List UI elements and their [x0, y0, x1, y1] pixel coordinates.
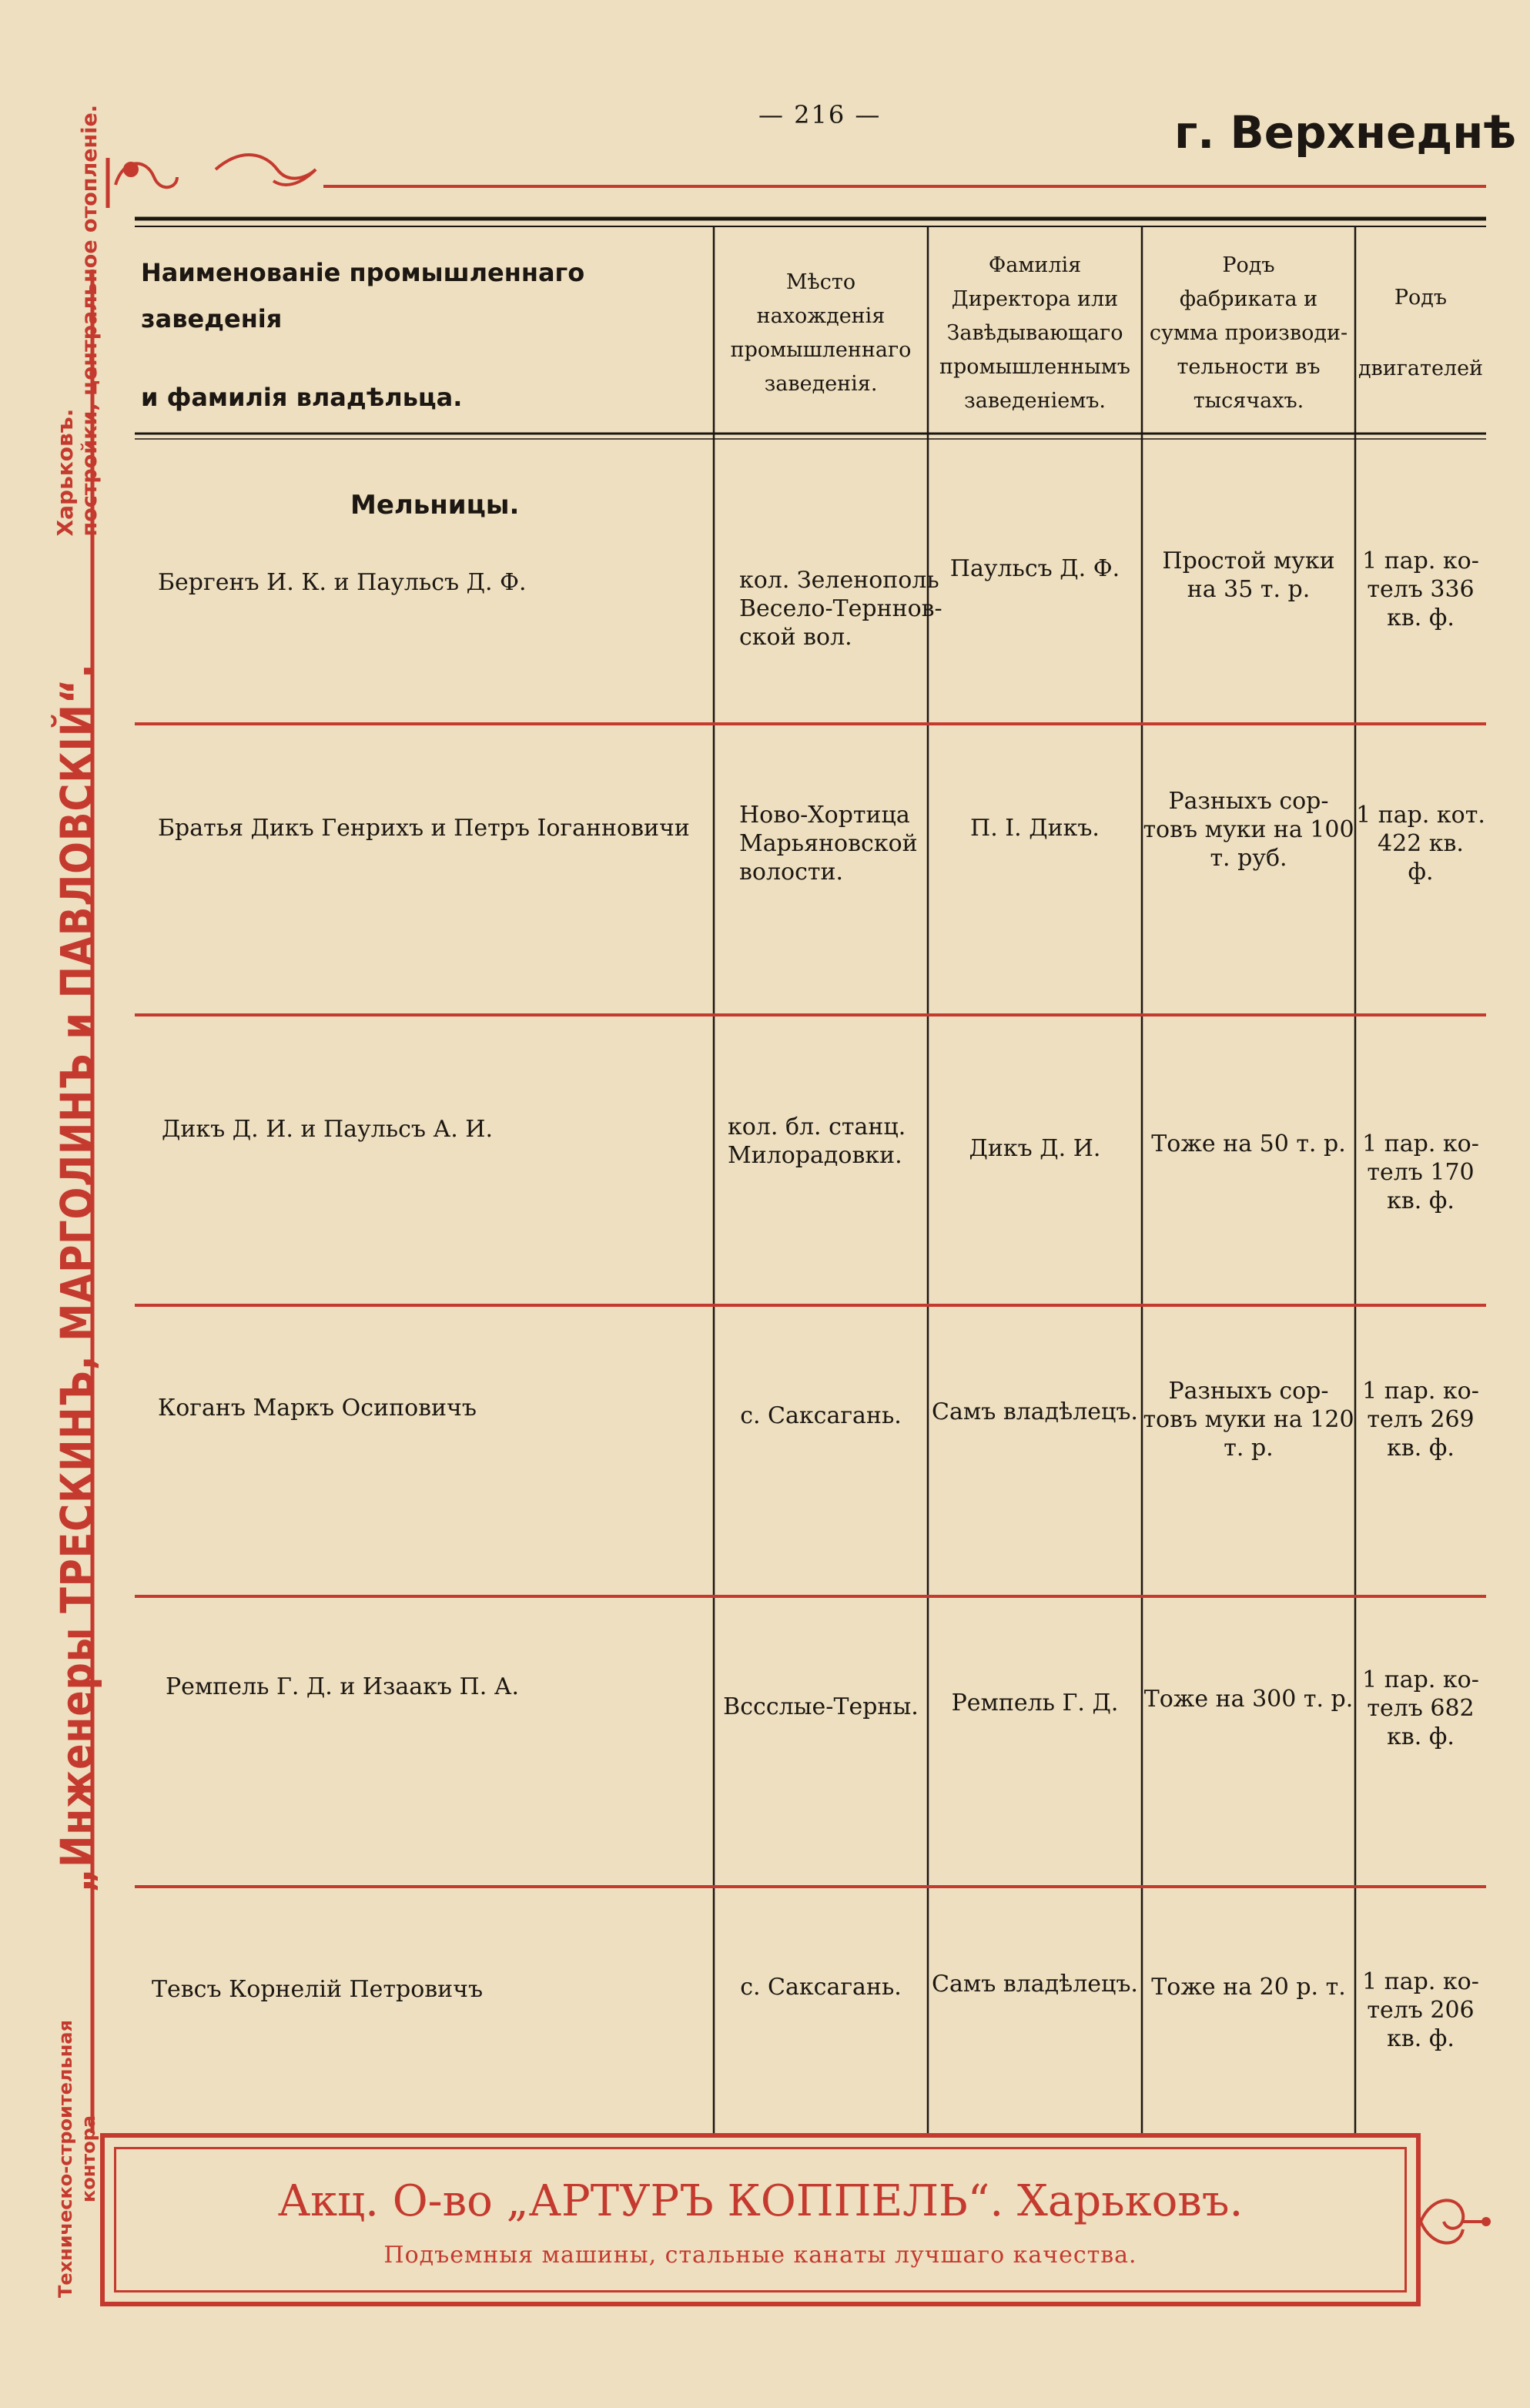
row-owner: Ремпель Г. Д. и Изаакъ П. А.	[166, 1673, 520, 1700]
header-line: Родъ	[1394, 285, 1448, 310]
row-engine	[1355, 1377, 1486, 1462]
column-header-name-line: Наименованіе промышленнаго заведенія	[141, 258, 585, 333]
row-product-line: товъ муки на 120	[1143, 1406, 1354, 1433]
sidebar-line-2: контора	[78, 2115, 99, 2203]
column-header-name	[141, 258, 711, 412]
row-product-line: Простой муки	[1162, 548, 1335, 574]
row-engine-line: 422 кв.	[1378, 830, 1464, 857]
sidebar-line-1: Техническо-строительная	[55, 2020, 76, 2298]
row-location-line: с. Саксагань.	[740, 1402, 902, 1429]
header-line: Фамилія	[988, 253, 1082, 277]
row-product-line: Тоже на 300 т. р.	[1143, 1686, 1354, 1713]
page-title: г. Верхнеднѣ	[1174, 106, 1517, 159]
row-location-line: Весело-Терннов-	[739, 595, 942, 622]
row-engine-line: телъ 206	[1367, 1997, 1475, 2024]
row-engine-line: 1 пар. ко-	[1362, 548, 1479, 574]
row-product-line: Разныхъ сор-	[1168, 1378, 1329, 1405]
row-product-line: Тоже на 20 р. т.	[1151, 1974, 1346, 2001]
bottom-advert	[100, 2133, 1421, 2306]
header-line: тысячахъ.	[1193, 388, 1304, 413]
row-product-line: Тоже на 50 т. р.	[1151, 1130, 1346, 1157]
row-location-line: Вссслые-Терны.	[723, 1693, 919, 1720]
row-engine	[1355, 1968, 1486, 2053]
row-engine-line: кв. ф.	[1387, 1723, 1455, 1750]
row-product-line: на 35 т. р.	[1187, 576, 1311, 603]
row-director: Паульсъ Д. Ф.	[949, 555, 1120, 582]
row-engine-line: телъ 336	[1367, 576, 1475, 603]
header-line: заведенія.	[764, 371, 878, 396]
row-location-line: кол. Зеленополь	[739, 567, 939, 594]
row-engine-line: 1 пар. ко-	[1362, 1130, 1479, 1157]
header-line: фабриката и	[1179, 286, 1318, 311]
row-location	[739, 566, 942, 651]
section-heading: Мельницы.	[350, 490, 520, 521]
row-location-line: кол. бл. станц.	[728, 1114, 906, 1140]
row-location	[714, 1402, 928, 1430]
column-header-product	[1142, 239, 1355, 427]
row-director: П. І. Дикъ.	[970, 815, 1100, 842]
row-engine-line: ф.	[1408, 859, 1434, 886]
row-director: Ремпель Г. Д.	[951, 1690, 1119, 1716]
sidebar-company-name: „Инженеры ТРЕСКИНЪ, МАРГОЛИНЪ и ПАВЛОВСКІЙ“.	[51, 663, 103, 1894]
row-location	[728, 1113, 906, 1170]
table-rules	[135, 216, 1486, 2133]
sidebar-right-text	[52, 105, 102, 536]
row-engine-line: кв. ф.	[1387, 2025, 1455, 2052]
advert-headline: Акц. О-во „АРТУРЪ КОППЕЛЬ“. Харьковъ.	[277, 2176, 1244, 2226]
row-owner: Бергенъ И. К. и Паульсъ Д. Ф.	[158, 569, 527, 596]
row-owner: Братья Дикъ Генрихъ и Петръ Іоганновичи	[158, 815, 690, 842]
row-director: Дикъ Д. И.	[969, 1135, 1101, 1162]
row-director: Самъ владѣлецъ.	[932, 1398, 1138, 1425]
header-line: нахожденія	[756, 303, 886, 328]
advert-flourish-icon	[1417, 2187, 1494, 2256]
row-engine-line: 1 пар. ко-	[1362, 1378, 1479, 1405]
row-owner: Тевсъ Корнелій Петровичъ	[152, 1976, 484, 2003]
row-location	[714, 1693, 928, 1721]
header-line: промышленнаго	[730, 337, 912, 362]
row-location-line: Марьяновской	[739, 830, 918, 857]
header-line: Мѣсто	[785, 270, 856, 294]
row-product	[1142, 787, 1355, 872]
row-product-line: т. р.	[1224, 1435, 1274, 1462]
row-owner: Дикъ Д. И. и Паульсъ А. И.	[162, 1116, 493, 1143]
enterprise-table	[135, 216, 1486, 2133]
row-engine	[1355, 1666, 1486, 1751]
header-line: сумма производи-	[1149, 320, 1348, 345]
column-header-location	[714, 239, 928, 427]
header-line: Директора или	[951, 286, 1119, 311]
header-line: Завѣдывающаго	[946, 320, 1123, 345]
row-product-line: Разныхъ сор-	[1168, 788, 1329, 815]
row-owner: Коганъ Маркъ Осиповичъ	[158, 1395, 477, 1422]
row-engine-line: 1 пар. ко-	[1362, 1968, 1479, 1995]
row-engine-line: 1 пар. кот.	[1356, 802, 1485, 829]
row-location	[714, 1973, 928, 2001]
sidebar-contractor-label	[54, 2020, 100, 2298]
advert-subline: Подъемныя машины, стальные канаты лучшаго качества.	[383, 2242, 1137, 2269]
row-location	[739, 801, 918, 886]
row-product-line: товъ муки на 100	[1143, 816, 1354, 843]
row-location-line: ской вол.	[739, 624, 852, 651]
sidebar-advert	[31, 104, 123, 2298]
row-engine-line: телъ 269	[1367, 1406, 1475, 1433]
row-engine	[1355, 1130, 1486, 1215]
column-header-director	[928, 239, 1142, 427]
row-product	[1142, 547, 1355, 604]
header-line: заведеніемъ.	[964, 388, 1106, 413]
column-header-name-line: и фамилія владѣльца.	[141, 383, 463, 412]
column-header-engine	[1355, 239, 1486, 427]
row-product-line: т. руб.	[1210, 845, 1287, 872]
row-engine-line: кв. ф.	[1387, 605, 1455, 631]
header-line: тельности въ	[1177, 354, 1321, 379]
row-location-line: Милорадовки.	[728, 1142, 902, 1169]
row-engine-line: кв. ф.	[1387, 1435, 1455, 1462]
page-number: — 216 —	[758, 100, 882, 129]
row-director: Самъ владѣлецъ.	[932, 1971, 1138, 1998]
row-engine	[1355, 547, 1486, 632]
sidebar-city: Харьковъ.	[52, 408, 78, 537]
row-location-line: волости.	[739, 859, 843, 886]
sidebar-services: постройки, центральное отопленіе.	[78, 104, 102, 537]
row-engine-line: телъ 682	[1367, 1695, 1475, 1722]
row-product	[1142, 1685, 1355, 1713]
row-product	[1142, 1973, 1355, 2001]
header-line: двигателей	[1358, 356, 1484, 380]
row-engine-line: телъ 170	[1367, 1159, 1475, 1186]
row-product	[1142, 1377, 1355, 1462]
row-engine	[1355, 801, 1486, 886]
row-location-line: с. Саксагань.	[740, 1974, 902, 2001]
row-product	[1142, 1130, 1355, 1158]
row-location-line: Ново-Хортица	[739, 802, 910, 829]
header-line: промышленнымъ	[939, 354, 1130, 379]
row-engine-line: 1 пар. ко-	[1362, 1666, 1479, 1693]
row-engine-line: кв. ф.	[1387, 1187, 1455, 1214]
header-line: Родъ	[1222, 253, 1275, 277]
ornament-top-rule	[100, 146, 1486, 208]
